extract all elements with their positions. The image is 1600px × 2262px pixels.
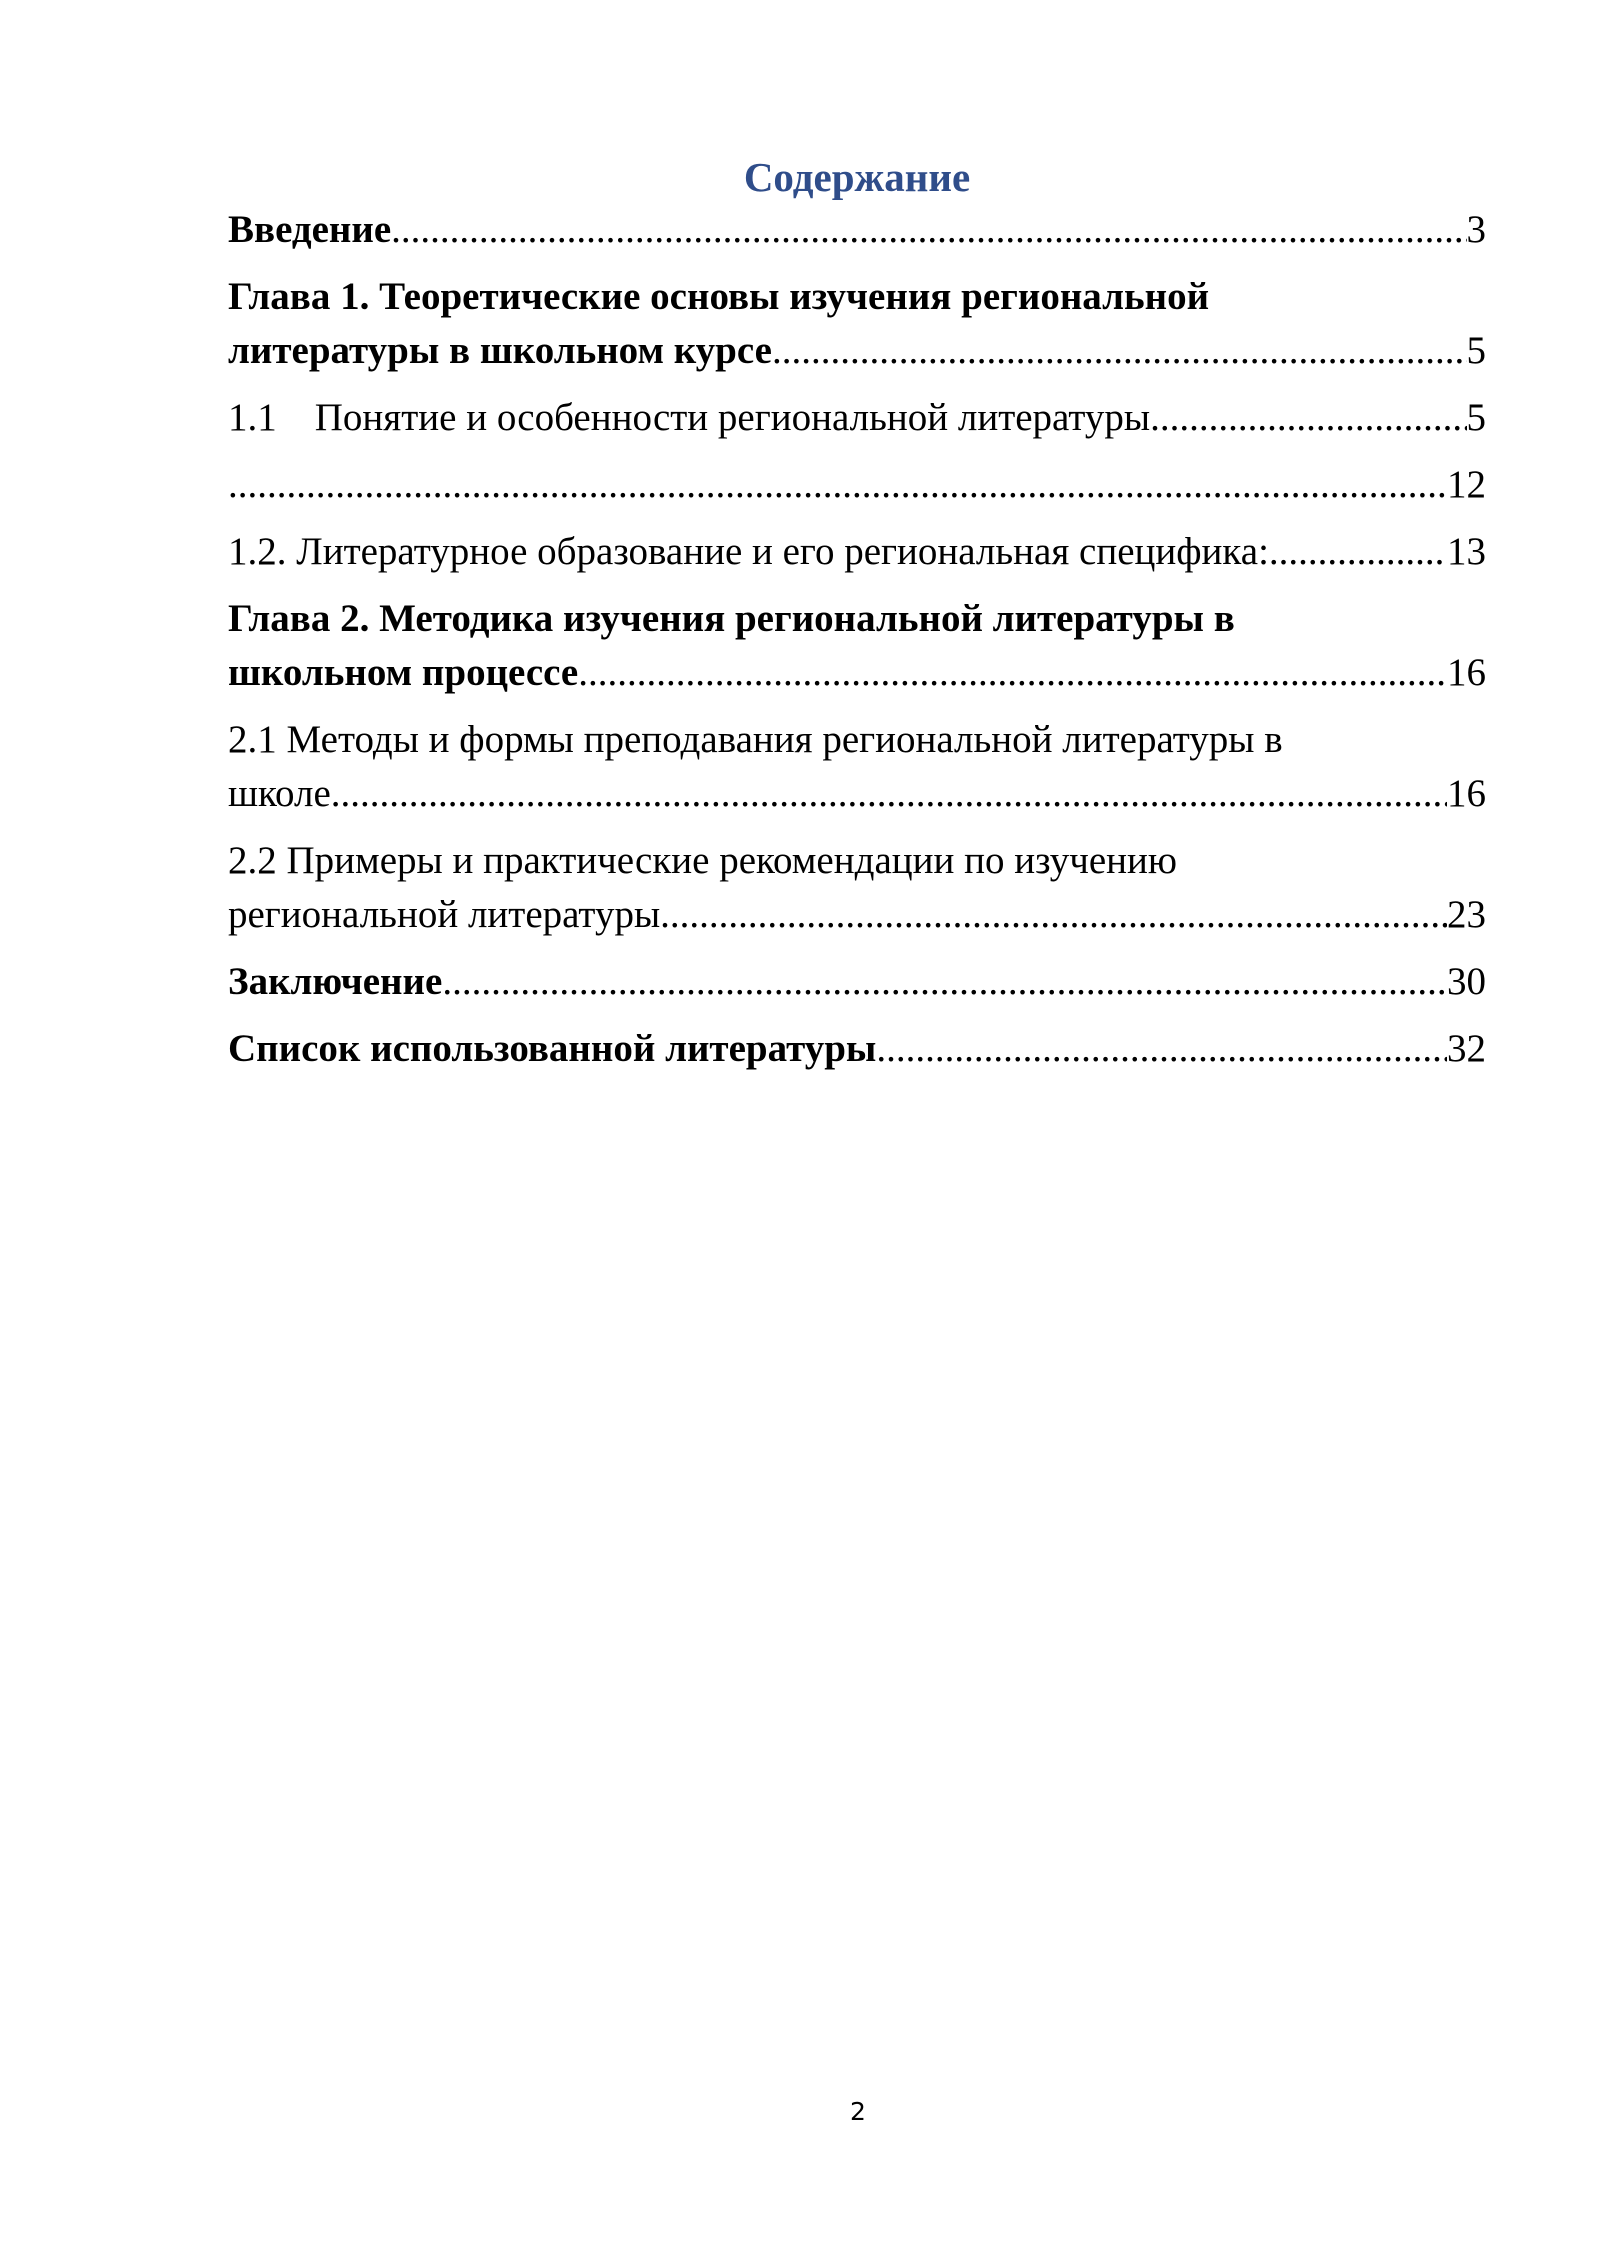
toc-entry-title: 1.2. Литературное образование и его региональная специфика: (228, 530, 1269, 573)
toc-dot-leader (660, 888, 1447, 942)
toc-page-number: 12 (1447, 463, 1486, 506)
toc-entry-title: Список использованной литературы (228, 1027, 877, 1070)
toc-dot-leader (442, 955, 1447, 1009)
toc-entry-title-line-2: школе (228, 772, 331, 815)
toc-section-title: Понятие и особенности региональной литературы (314, 396, 1151, 439)
toc-dot-leader (1150, 391, 1466, 445)
toc-page-number: 30 (1447, 960, 1486, 1003)
toc-entry-title-line-2: школьном процессе (228, 651, 579, 694)
toc-entry-title: Введение (228, 208, 392, 251)
toc-page-number: 5 (1466, 396, 1486, 439)
toc-entry-empty[interactable] (228, 458, 1486, 512)
table-of-contents (228, 203, 1486, 1089)
toc-entry-chapter-2[interactable] (228, 592, 1486, 700)
toc-entry-title (228, 391, 1150, 445)
toc-entry-bibliography[interactable] (228, 1022, 1486, 1076)
toc-section-number: 1.1 (228, 396, 277, 439)
toc-dot-leader (391, 203, 1466, 257)
toc-entry-title-line-2: региональной литературы (228, 893, 661, 936)
toc-page-number: 23 (1447, 893, 1486, 936)
toc-entry-title-line-1: 2.2 Примеры и практические рекомендации по изучению (228, 839, 1178, 882)
toc-entry-title-line-1: Глава 2. Методика изучения региональной литературы в (228, 597, 1235, 640)
toc-entry-section-2-2[interactable] (228, 834, 1486, 942)
toc-dot-leader (876, 1022, 1447, 1076)
toc-page-number: 3 (1466, 208, 1486, 251)
toc-page-number: 16 (1447, 772, 1486, 815)
toc-page-number: 16 (1447, 651, 1486, 694)
toc-entry-conclusion[interactable] (228, 955, 1486, 1009)
toc-entry-section-1-1[interactable] (228, 391, 1486, 445)
toc-dot-leader (772, 324, 1467, 378)
toc-entry-title: Заключение (228, 960, 443, 1003)
toc-dot-leader (1269, 525, 1447, 579)
page-number: 2 (850, 2097, 866, 2126)
toc-page-number: 5 (1466, 329, 1486, 372)
toc-entry-title-line-2: литературы в школьном курсе (228, 329, 772, 372)
toc-dot-leader (331, 767, 1447, 821)
toc-entry-section-1-2[interactable] (228, 525, 1486, 579)
toc-title: Содержание (743, 154, 971, 200)
toc-dot-leader (578, 646, 1447, 700)
toc-page-number: 32 (1447, 1027, 1486, 1070)
toc-dot-leader (228, 458, 1447, 512)
toc-entry-title-line-1: Глава 1. Теоретические основы изучения региональной (228, 275, 1210, 318)
toc-entry-chapter-1[interactable] (228, 270, 1486, 378)
toc-entry-introduction[interactable] (228, 203, 1486, 257)
toc-entry-section-2-1[interactable] (228, 713, 1486, 821)
toc-entry-title-line-1: 2.1 Методы и формы преподавания региональной литературы в (228, 718, 1283, 761)
toc-page-number: 13 (1447, 530, 1486, 573)
